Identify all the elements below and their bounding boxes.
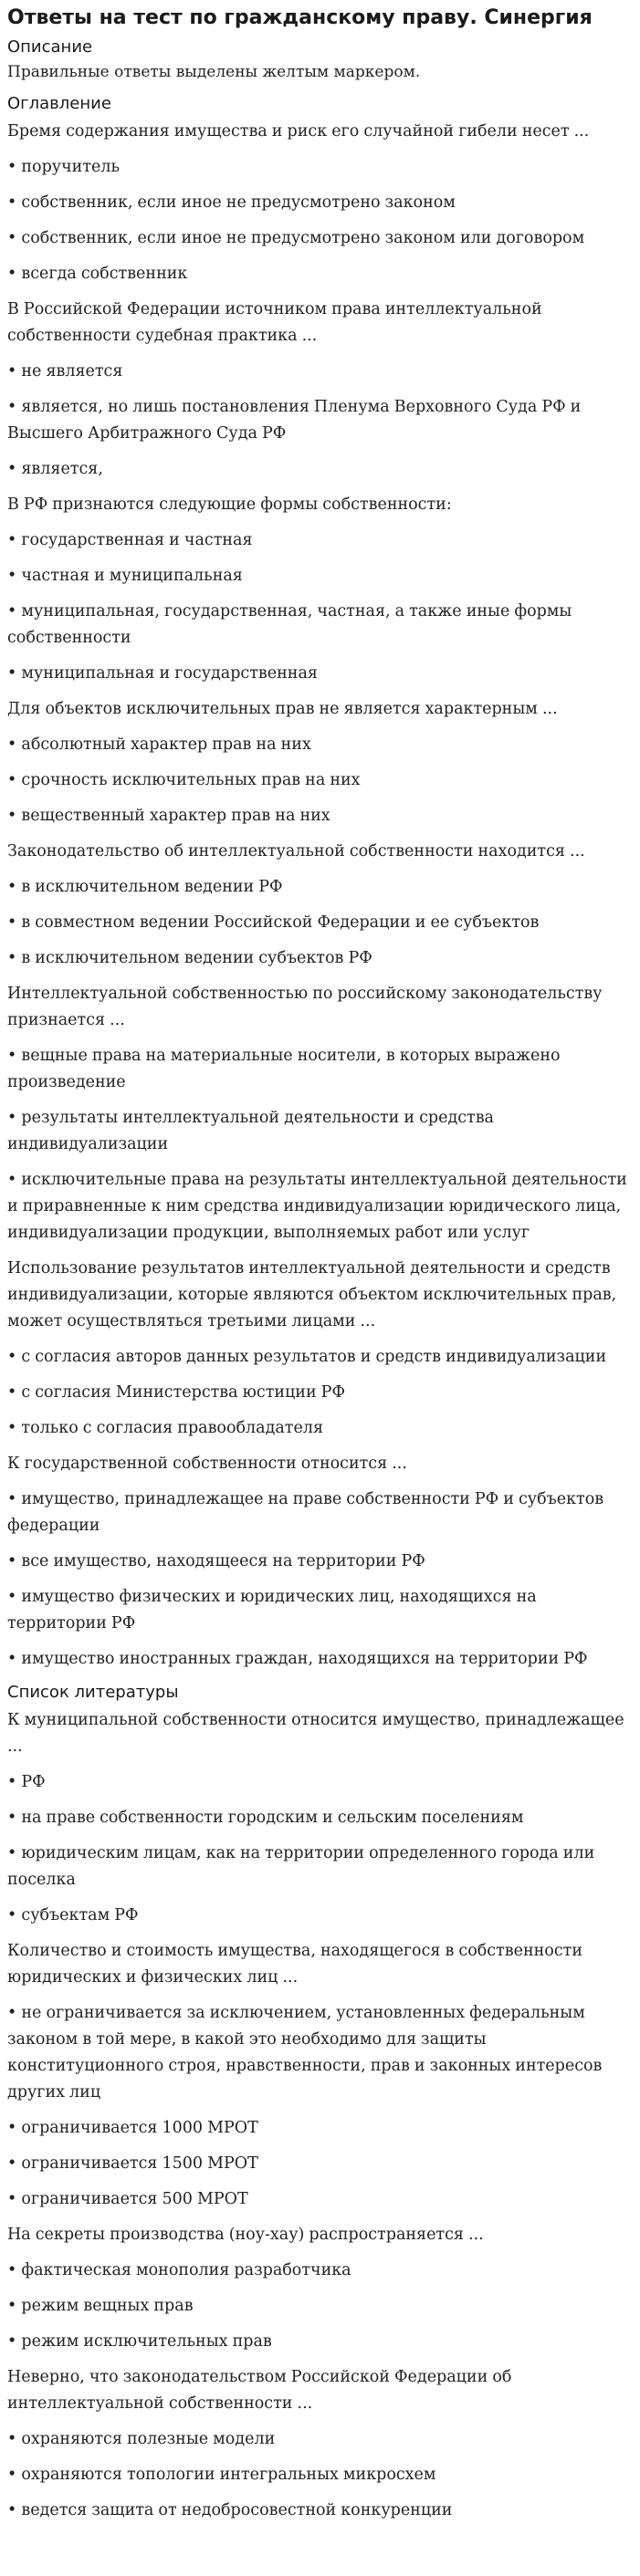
answer-option: • режим исключительных прав: [7, 2329, 635, 2355]
answer-option: • частная и муниципальная: [7, 563, 635, 589]
question-text: Неверно, что законодательством Российской Федерации об интеллектуальной собственности ...: [7, 2368, 512, 2413]
answer-option: • в совместном ведении Российской Федерации и ее субъектов: [7, 910, 635, 936]
answer-option: • на праве собственности городским и сельским поселениям: [7, 1805, 635, 1831]
document-page: [0, 5, 640, 2524]
question-text: Интеллектуальной собственностью по российскому законодательству признается ...: [7, 985, 603, 1029]
answer-option: • с согласия авторов данных результатов и средств индивидуализации: [7, 1344, 635, 1371]
description-text: Правильные ответы выделены желтым маркером.: [7, 63, 421, 81]
answer-option: • в исключительном ведении РФ: [7, 874, 635, 901]
question-text: Бремя содержания имущества и риск его случайной гибели несет ...: [7, 122, 590, 141]
question-text: К муниципальной собственности относится имущество, принадлежащее ...: [7, 1711, 624, 1756]
answer-option: • в исключительном ведении субъектов РФ: [7, 945, 635, 972]
answer-option: • юридическим лицам, как на территории определенного города или поселка: [7, 1841, 635, 1893]
answer-option: • собственник, если иное не предусмотрено законом: [7, 190, 635, 216]
answer-option: • абсолютный характер прав на них: [7, 732, 635, 758]
answer-option: • вещественный характер прав на них: [7, 803, 635, 829]
answer-option: • имущество физических и юридических лиц, находящихся на территории РФ: [7, 1584, 635, 1637]
question-text: В Российской Федерации источником права интеллектуальной собственности судебная практика ...: [7, 300, 542, 345]
question-text: В РФ признаются следующие формы собственности:: [7, 495, 452, 514]
answer-option: • фактическая монополия разработчика: [7, 2258, 635, 2284]
answer-option: • исключительные права на результаты интеллектуальной деятельности и приравненные к ним средства индивидуализации юридического лица, индивидуализации продукции, выполняемых работ или услуг: [7, 1167, 635, 1246]
page-title: Ответы на тест по гражданскому праву. Синергия: [7, 6, 593, 29]
answer-option: • муниципальная и государственная: [7, 661, 635, 687]
question-text: На секреты производства (ноу-хау) распространяется ...: [7, 2226, 484, 2244]
question-text: Использование результатов интеллектуальной деятельности и средств индивидуализации, которые являются объектом исключительных прав, может осуществляться третьими лицами ...: [7, 1259, 617, 1330]
question-list: [7, 119, 635, 2524]
answer-option: • вещные права на материальные носители, в которых выражено произведение: [7, 1043, 635, 1096]
question-text: Для объектов исключительных прав не является характерным ...: [7, 700, 558, 718]
answer-option: • РФ: [7, 1769, 635, 1796]
literature-heading: Список литературы: [7, 1683, 179, 1702]
answer-option: • имущество иностранных граждан, находящихся на территории РФ: [7, 1646, 635, 1673]
answer-option: • является,: [7, 456, 635, 483]
answer-option: • срочность исключительных прав на них: [7, 767, 635, 794]
answer-option: • всегда собственник: [7, 261, 635, 287]
answer-option: • ограничивается 1000 МРОТ: [7, 2115, 635, 2142]
answer-option: • муниципальная, государственная, частная, а также иные формы собственности: [7, 599, 635, 652]
answer-option: • ограничивается 1500 МРОТ: [7, 2151, 635, 2177]
answer-option: • режим вещных прав: [7, 2293, 635, 2320]
answer-option: • является, но лишь постановления Пленума Верховного Суда РФ и Высшего Арбитражного Суда РФ: [7, 394, 635, 447]
answer-option: • результаты интеллектуальной деятельности и средства индивидуализации: [7, 1105, 635, 1158]
description-heading: Описание: [7, 37, 93, 57]
answer-option: • ведется защита от недобросовестной конкуренции: [7, 2498, 635, 2524]
answer-option: • ограничивается 500 МРОТ: [7, 2186, 635, 2213]
question-text: К государственной собственности относится ...: [7, 1455, 407, 1473]
answer-option: • имущество, принадлежащее на праве собственности РФ и субъектов федерации: [7, 1486, 635, 1539]
answer-option: • государственная и частная: [7, 527, 635, 554]
toc-heading: Оглавление: [7, 94, 111, 113]
answer-option: • поручитель: [7, 154, 635, 181]
answer-option: • не является: [7, 359, 635, 385]
question-text: Количество и стоимость имущества, находящегося в собственности юридических и физических лиц ...: [7, 1942, 582, 1987]
answer-option: • охраняются топологии интегральных микросхем: [7, 2462, 635, 2488]
question-text: Законодательство об интеллектуальной собственности находится ...: [7, 842, 585, 860]
answer-option: • собственник, если иное не предусмотрено законом или договором: [7, 225, 635, 252]
answer-option: • все имущество, находящееся на территории РФ: [7, 1549, 635, 1575]
answer-option: • с согласия Министерства юстиции РФ: [7, 1380, 635, 1406]
answer-option: • субъектам РФ: [7, 1903, 635, 1929]
answer-option: • только с согласия правообладателя: [7, 1415, 635, 1442]
answer-option: • охраняются полезные модели: [7, 2426, 635, 2453]
answer-option: • не ограничивается за исключением, установленных федеральным законом в той мере, в какой это необходимо для защиты конституционного строя, нравственности, прав и законных интересов других лиц: [7, 2000, 635, 2106]
